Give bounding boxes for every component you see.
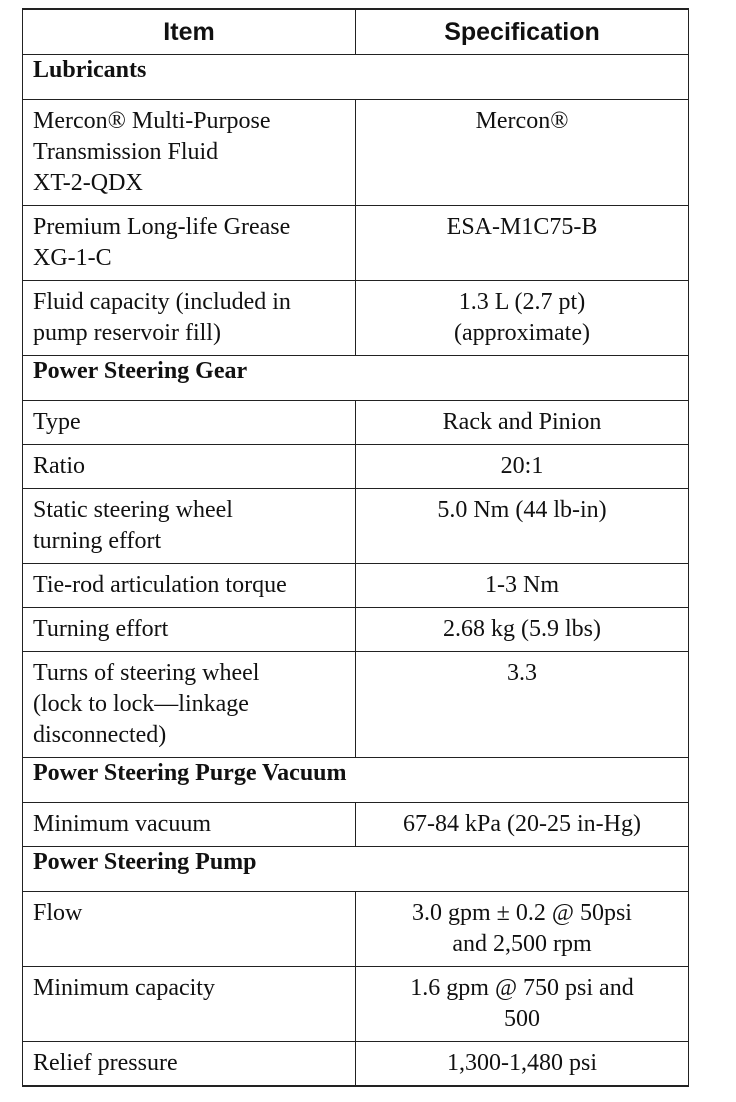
table-row: [23, 206, 689, 281]
specification-cell: 1.3 L (2.7 pt) (approximate): [356, 281, 689, 356]
item-cell: Premium Long-life Grease XG-1-C: [23, 206, 356, 281]
item-cell: Flow: [23, 892, 356, 967]
item-column-header: Item: [23, 9, 356, 55]
table-row: [23, 608, 689, 652]
specification-cell: 20:1: [356, 445, 689, 489]
specification-cell: Rack and Pinion: [356, 401, 689, 445]
specification-column-header: Specification: [356, 9, 689, 55]
table-row: [23, 100, 689, 206]
item-cell: Relief pressure: [23, 1042, 356, 1087]
specification-cell: 2.68 kg (5.9 lbs): [356, 608, 689, 652]
specification-cell: 1,300-1,480 psi: [356, 1042, 689, 1087]
table-row: [23, 803, 689, 847]
table-row: [23, 401, 689, 445]
specification-cell: 1.6 gpm @ 750 psi and 500: [356, 967, 689, 1042]
section-row: [23, 847, 689, 892]
item-cell: Mercon® Multi-Purpose Transmission Fluid XT-2-QDX: [23, 100, 356, 206]
specification-cell: 1-3 Nm: [356, 564, 689, 608]
specification-table: [22, 8, 689, 1087]
specification-cell: 3.3: [356, 652, 689, 758]
table-row: [23, 489, 689, 564]
section-row: [23, 55, 689, 100]
item-cell: Fluid capacity (included in pump reservoir fill): [23, 281, 356, 356]
table-row: [23, 445, 689, 489]
table-row: [23, 967, 689, 1042]
section-title: Power Steering Gear: [23, 356, 689, 401]
section-title: Power Steering Purge Vacuum: [23, 758, 689, 803]
item-cell: Ratio: [23, 445, 356, 489]
specification-table-body: [23, 55, 689, 1087]
table-row: [23, 652, 689, 758]
table-row: [23, 564, 689, 608]
table-row: [23, 892, 689, 967]
specification-cell: 67-84 kPa (20-25 in-Hg): [356, 803, 689, 847]
item-cell: Minimum capacity: [23, 967, 356, 1042]
item-cell: Tie-rod articulation torque: [23, 564, 356, 608]
section-row: [23, 356, 689, 401]
specification-cell: 5.0 Nm (44 lb-in): [356, 489, 689, 564]
specification-cell: ESA-M1C75-B: [356, 206, 689, 281]
specification-cell: Mercon®: [356, 100, 689, 206]
item-cell: Type: [23, 401, 356, 445]
table-row: [23, 281, 689, 356]
item-cell: Turning effort: [23, 608, 356, 652]
section-title: Lubricants: [23, 55, 689, 100]
item-cell: Minimum vacuum: [23, 803, 356, 847]
item-cell: Static steering wheel turning effort: [23, 489, 356, 564]
specification-cell: 3.0 gpm ± 0.2 @ 50psi and 2,500 rpm: [356, 892, 689, 967]
table-row: [23, 1042, 689, 1087]
section-title: Power Steering Pump: [23, 847, 689, 892]
item-cell: Turns of steering wheel (lock to lock—linkage disconnected): [23, 652, 356, 758]
header-row: [23, 9, 689, 55]
section-row: [23, 758, 689, 803]
